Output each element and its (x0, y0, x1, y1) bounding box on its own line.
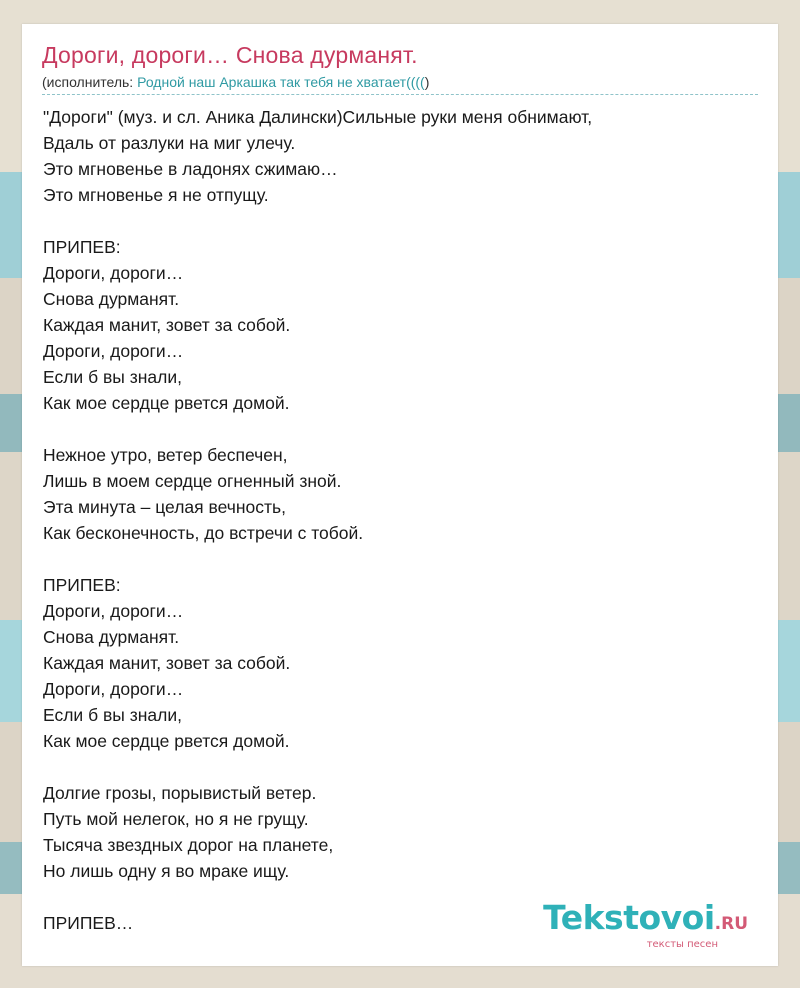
lyric-line: Как мое сердце рвется домой. (43, 393, 290, 413)
lyric-line: Дороги, дороги… (43, 263, 184, 283)
artist-prefix: (исполнитель: (42, 74, 138, 90)
site-logo[interactable] (543, 898, 748, 950)
lyric-line: Это мгновенье я не отпущу. (43, 185, 269, 205)
lyric-line: Каждая манит, зовет за собой. (43, 315, 291, 335)
lyric-line: Но лишь одну я во мраке ищу. (43, 861, 290, 881)
lyric-line (43, 208, 759, 234)
artist-line (42, 74, 758, 95)
lyrics-text (43, 104, 759, 936)
lyric-line: Дороги, дороги… (43, 679, 184, 699)
lyric-line: Долгие грозы, порывистый ветер. (43, 783, 317, 803)
lyric-line: Вдаль от разлуки на миг улечу. (43, 133, 296, 153)
lyric-line (43, 754, 759, 780)
lyric-line: Снова дурманят. (43, 627, 180, 647)
lyric-line: ПРИПЕВ… (43, 913, 134, 933)
lyrics-card (22, 24, 778, 966)
lyric-line: Путь мой нелегок, но я не грущу. (43, 809, 309, 829)
artist-suffix: ) (424, 74, 430, 90)
lyric-line: Если б вы знали, (43, 367, 182, 387)
lyric-line: Это мгновенье в ладонях сжимаю… (43, 159, 338, 179)
lyric-line: "Дороги" (муз. и сл. Аника Далински)Сильные руки меня обнимают, (43, 107, 593, 127)
lyric-line: Нежное утро, ветер беспечен, (43, 445, 288, 465)
lyric-line: Каждая манит, зовет за собой. (43, 653, 291, 673)
lyric-line (43, 546, 759, 572)
lyric-line: Как мое сердце рвется домой. (43, 731, 290, 751)
lyric-line: Если б вы знали, (43, 705, 182, 725)
lyric-line: ПРИПЕВ: (43, 237, 121, 257)
logo-tagline: тексты песен (646, 939, 718, 950)
lyric-line: ПРИПЕВ: (43, 575, 121, 595)
lyric-line: Тысяча звездных дорог на планете, (43, 835, 334, 855)
logo-name: Tekstovoi (543, 898, 715, 937)
lyric-line: Снова дурманят. (43, 289, 180, 309)
logo-domain: .RU (714, 914, 748, 934)
song-title: Дороги, дороги… Снова дурманят. (42, 42, 418, 68)
lyric-line (43, 416, 759, 442)
artist-link[interactable]: Родной наш Аркашка так тебя не хватает(((( (137, 74, 425, 90)
lyric-line: Как бесконечность, до встречи с тобой. (43, 523, 364, 543)
lyric-line: Дороги, дороги… (43, 341, 184, 361)
lyric-line: Лишь в моем сердце огненный зной. (43, 471, 342, 491)
lyric-line: Эта минута – целая вечность, (43, 497, 286, 517)
lyric-line: Дороги, дороги… (43, 601, 184, 621)
logo-wordmark (543, 898, 748, 941)
